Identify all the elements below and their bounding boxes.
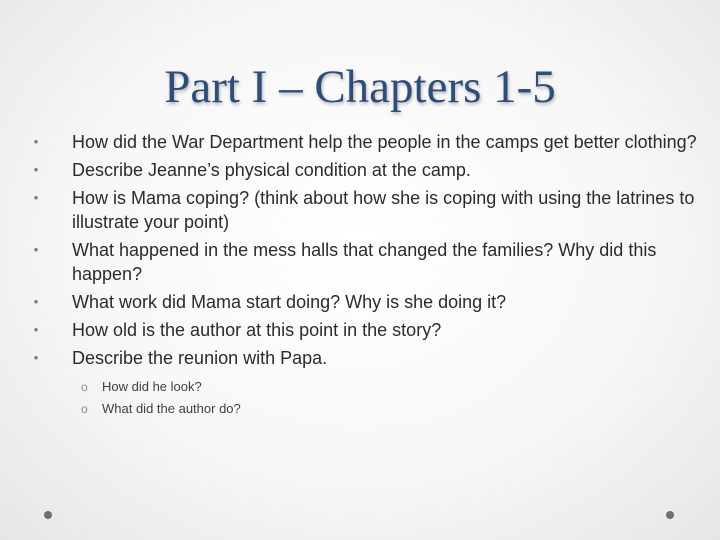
bullet-text: Describe Jeanne’s physical condition at the camp. bbox=[72, 160, 471, 180]
bullet-text: What happened in the mess halls that changed the families? Why did this happen? bbox=[72, 240, 657, 284]
bullet-dot-icon: • bbox=[33, 162, 39, 177]
bullet-dot-icon: • bbox=[33, 294, 39, 309]
bullet-text: How did the War Department help the people in the camps get better clothing? bbox=[72, 132, 697, 152]
bullet-item bbox=[28, 346, 698, 420]
slide-title: Part I – Chapters 1-5 bbox=[164, 61, 556, 113]
bullet-item bbox=[28, 290, 698, 314]
bullet-item bbox=[28, 238, 698, 286]
corner-dot-icon bbox=[44, 511, 52, 519]
sub-bullet-text: How did he look? bbox=[102, 379, 202, 394]
corner-dot-icon bbox=[666, 511, 674, 519]
bullet-dot-icon: • bbox=[33, 134, 39, 149]
bullet-text: How is Mama coping? (think about how she is coping with using the latrines to illustrate your point) bbox=[72, 188, 695, 232]
bullet-list bbox=[28, 130, 698, 420]
bullet-item bbox=[28, 158, 698, 182]
bullet-item bbox=[28, 186, 698, 234]
sub-bullet-list bbox=[72, 376, 698, 420]
circle-bullet-icon: o bbox=[81, 402, 88, 416]
bullet-item bbox=[28, 318, 698, 342]
bullet-item bbox=[28, 130, 698, 154]
bullet-dot-icon: • bbox=[33, 350, 39, 365]
slide-content bbox=[28, 130, 698, 424]
bullet-text: Describe the reunion with Papa. bbox=[72, 348, 328, 368]
sub-bullet-item bbox=[72, 376, 698, 398]
bullet-text: What work did Mama start doing? Why is she doing it? bbox=[72, 292, 507, 312]
circle-bullet-icon: o bbox=[81, 380, 88, 394]
bullet-dot-icon: • bbox=[33, 322, 39, 337]
bullet-dot-icon: • bbox=[33, 242, 39, 257]
sub-bullet-item bbox=[72, 398, 698, 420]
sub-bullet-text: What did the author do? bbox=[102, 401, 241, 416]
bullet-text: How old is the author at this point in the story? bbox=[72, 320, 442, 340]
bullet-dot-icon: • bbox=[33, 190, 39, 205]
